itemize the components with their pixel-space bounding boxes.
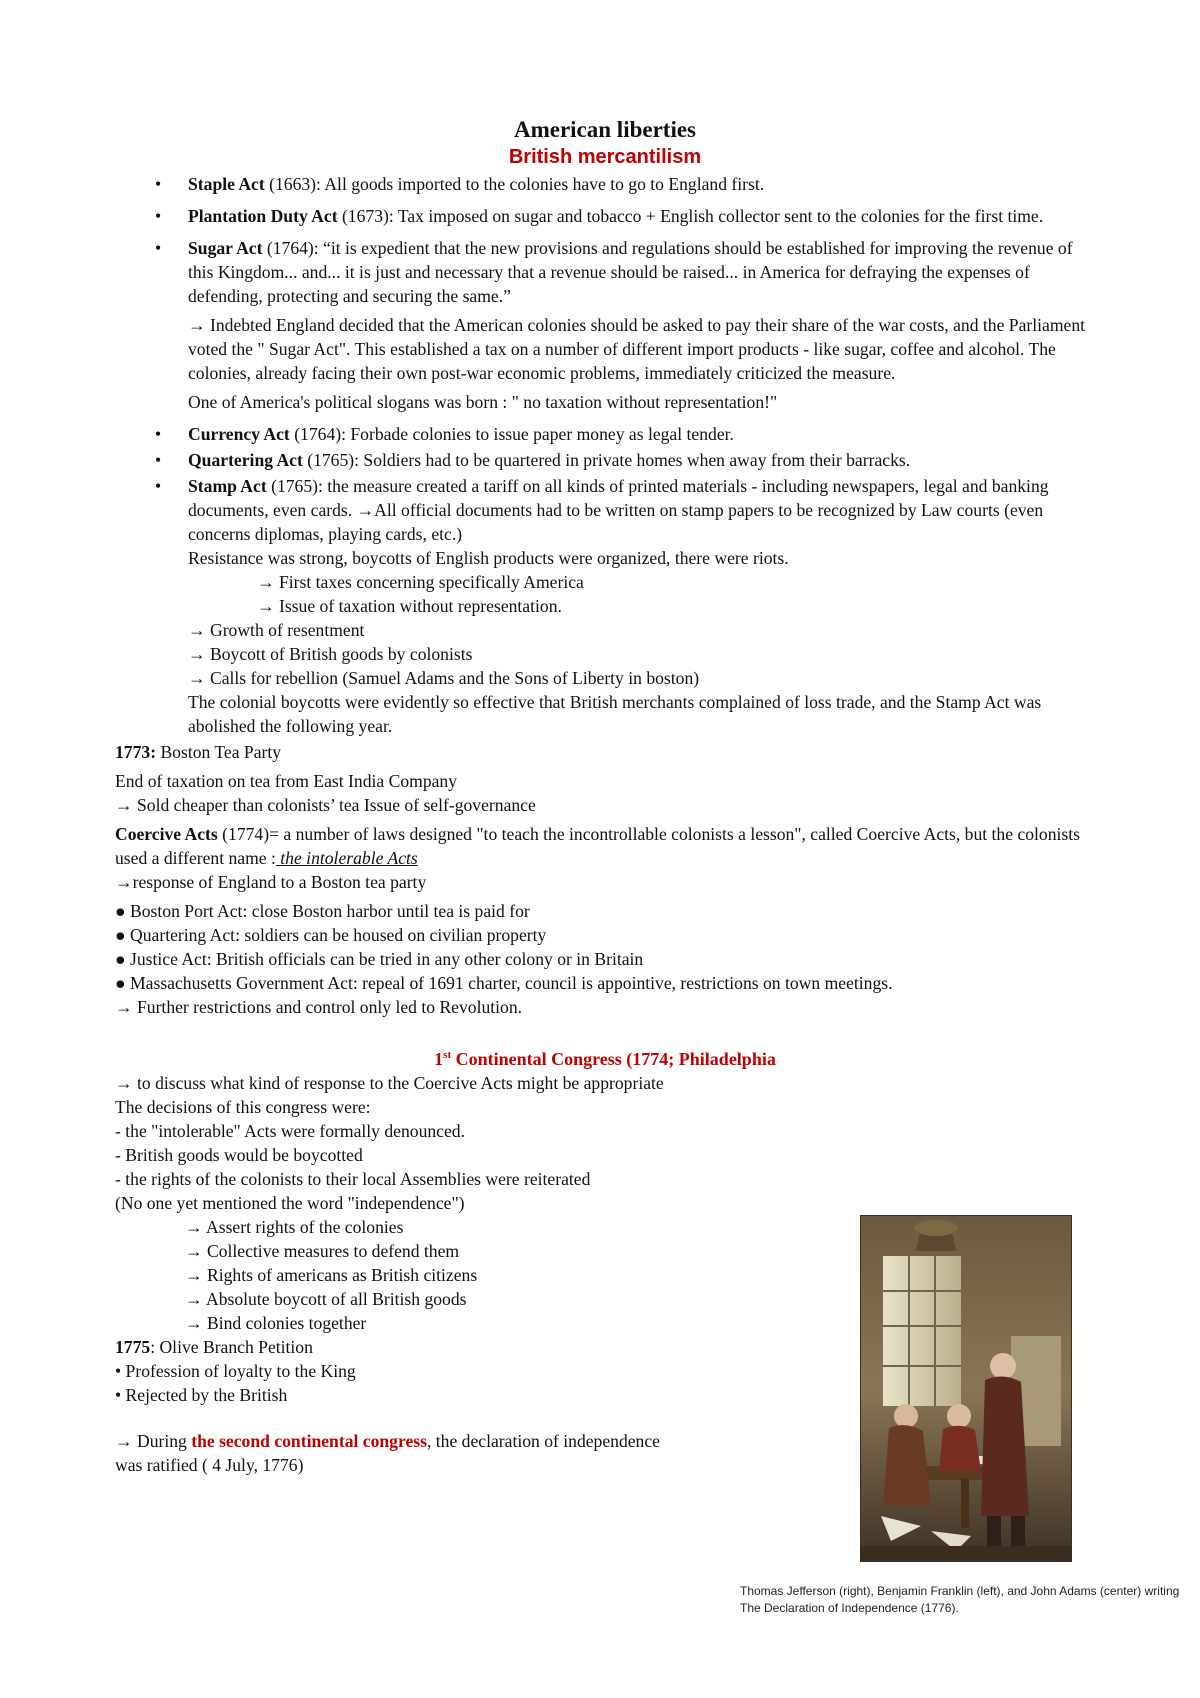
tea-name: Boston Tea Party	[156, 742, 282, 762]
act-name: Stamp Act	[188, 476, 267, 496]
act-name: Currency Act	[188, 424, 290, 444]
second-post: , the declaration of independence was ratified ( 4 July, 1776)	[115, 1431, 660, 1475]
bullet: •	[155, 450, 162, 470]
coercive-text: (1774)= a number of laws designed "to teach the incontrollable colonists a lesson", called Coercive Acts, but the colonists used a different name :	[115, 824, 1080, 868]
act-text: (1663): All goods imported to the colonies have to go to England first.	[264, 174, 765, 194]
act-text: (1673): Tax imposed on sugar and tobacco + English collector sent to the colonies for the first time.	[337, 206, 1044, 226]
page-title: American liberties	[513, 117, 697, 142]
coercive-paragraph	[115, 822, 1095, 870]
congress-heading	[115, 1043, 1095, 1071]
act-name: Plantation Duty Act	[188, 206, 338, 226]
congress-line: (No one yet mentioned the word "independence")	[115, 1193, 465, 1213]
act-name: Staple Act	[188, 174, 265, 194]
olive-name: : Olive Branch Petition	[150, 1337, 313, 1357]
congress-arrow: → Bind colonies together	[185, 1313, 367, 1333]
list-item	[115, 204, 1095, 228]
list-item	[115, 236, 1095, 414]
congress-num: 1	[434, 1049, 444, 1069]
bullet: •	[155, 424, 162, 444]
act-text: (1764): “it is expedient that the new provisions and regulations should be established for improving the revenue of this Kingdom... and... it is just and necessary that a revenue should be raised... in America for defraying the expenses of defending, protecting and securing the same.”	[188, 238, 1073, 306]
tea-year: 1773:	[115, 742, 157, 762]
bullet: •	[155, 238, 162, 258]
congress-arrow: → Collective measures to defend them	[185, 1241, 460, 1261]
acts-list	[115, 172, 1095, 738]
congress-rest: Continental Congress (1774; Philadelphia	[451, 1049, 776, 1069]
tea-line: → Sold cheaper than colonists’ tea Issue of self-governance	[115, 795, 536, 815]
list-item	[115, 422, 1095, 446]
congress-line: - the "intolerable" Acts were formally denounced.	[115, 1121, 465, 1141]
painting-caption: Thomas Jefferson (right), Benjamin Franklin (left), and John Adams (center) writing The Declaration of Independence (1776).	[740, 1584, 1180, 1615]
olive-line: • Rejected by the British	[115, 1385, 288, 1405]
congress-arrow: → Assert rights of the colonies	[185, 1217, 404, 1237]
stamp-arrow-line: → Calls for rebellion (Samuel Adams and the Sons of Liberty in boston)	[188, 668, 700, 688]
tea-party-heading	[115, 740, 1095, 764]
act-text: (1765): the measure created a tariff on all kinds of printed materials - including newspapers, legal and banking documents, even cards. →All official documents had to be written on stamp papers to be recognized by Law courts (even concerns diplomas, playing cards, etc.)	[188, 476, 1049, 544]
stamp-end: The colonial boycotts were evidently so effective that British merchants complained of loss trade, and the Stamp Act was abolished the following year.	[188, 692, 1042, 736]
congress-line: - the rights of the colonists to their local Assemblies were reiterated	[115, 1169, 591, 1189]
painting-illustration	[861, 1216, 1071, 1561]
congress-line: → to discuss what kind of response to the Coercive Acts might be appropriate	[115, 1073, 664, 1093]
list-item	[115, 474, 1095, 738]
olive-line: • Profession of loyalty to the King	[115, 1361, 356, 1381]
stamp-arrow-line: → Boycott of British goods by colonists	[188, 644, 473, 664]
congress-arrow: → Rights of americans as British citizens	[185, 1265, 478, 1285]
declaration-painting	[860, 1215, 1072, 1562]
second-congress	[115, 1429, 675, 1477]
act-name: Quartering Act	[188, 450, 303, 470]
congress-line: The decisions of this congress were:	[115, 1097, 371, 1117]
coercive-line: ● Quartering Act: soldiers can be housed on civilian property	[115, 925, 547, 945]
act-name: Sugar Act	[188, 238, 263, 258]
stamp-sub-line: → First taxes concerning specifically America	[257, 572, 584, 592]
congress-sup: st	[443, 1049, 452, 1061]
list-item	[115, 172, 1095, 196]
coercive-line: ● Boston Port Act: close Boston harbor until tea is paid for	[115, 901, 530, 921]
congress-arrow: → Absolute boycott of all British goods	[185, 1289, 467, 1309]
second-pre: → During	[115, 1431, 192, 1451]
coercive-line: ● Massachusetts Government Act: repeal of 1691 charter, council is appointive, restrictions on town meetings.	[115, 973, 893, 993]
bullet: •	[155, 476, 162, 496]
stamp-arrow-line: → Growth of resentment	[188, 620, 365, 640]
act-text: (1764): Forbade colonies to issue paper money as legal tender.	[289, 424, 734, 444]
congress-line: - British goods would be boycotted	[115, 1145, 363, 1165]
act-text: (1765): Soldiers had to be quartered in private homes when away from their barracks.	[302, 450, 911, 470]
coercive-line: → Further restrictions and control only led to Revolution.	[115, 997, 523, 1017]
stamp-resistance: Resistance was strong, boycotts of English products were organized, there were riots.	[188, 548, 789, 568]
stamp-sub-line: → Issue of taxation without representation.	[257, 596, 562, 616]
list-item	[115, 448, 1095, 472]
sugar-note: → Indebted England decided that the American colonies should be asked to pay their share of the war costs, and the Parliament voted the " Sugar Act". This established a tax on a number of different import products - like sugar, coffee and alcohol. The colonies, already facing their own post-war economic problems, immediately criticized the measure.	[188, 315, 1086, 383]
coercive-name: Coercive Acts	[115, 824, 218, 844]
coercive-line: ● Justice Act: British officials can be tried in any other colony or in Britain	[115, 949, 644, 969]
second-congress-name: the second continental congress	[191, 1431, 427, 1451]
bullet: •	[155, 206, 162, 226]
coercive-line: →response of England to a Boston tea party	[115, 872, 427, 892]
slogan: One of America's political slogans was born : " no taxation without representation!"	[188, 392, 778, 412]
tea-line: End of taxation on tea from East India Company	[115, 771, 458, 791]
coercive-alt-name: the intolerable Acts	[275, 848, 418, 868]
bullet: •	[155, 174, 162, 194]
section-subtitle: British mercantilism	[508, 146, 702, 168]
olive-year: 1775	[115, 1337, 151, 1357]
